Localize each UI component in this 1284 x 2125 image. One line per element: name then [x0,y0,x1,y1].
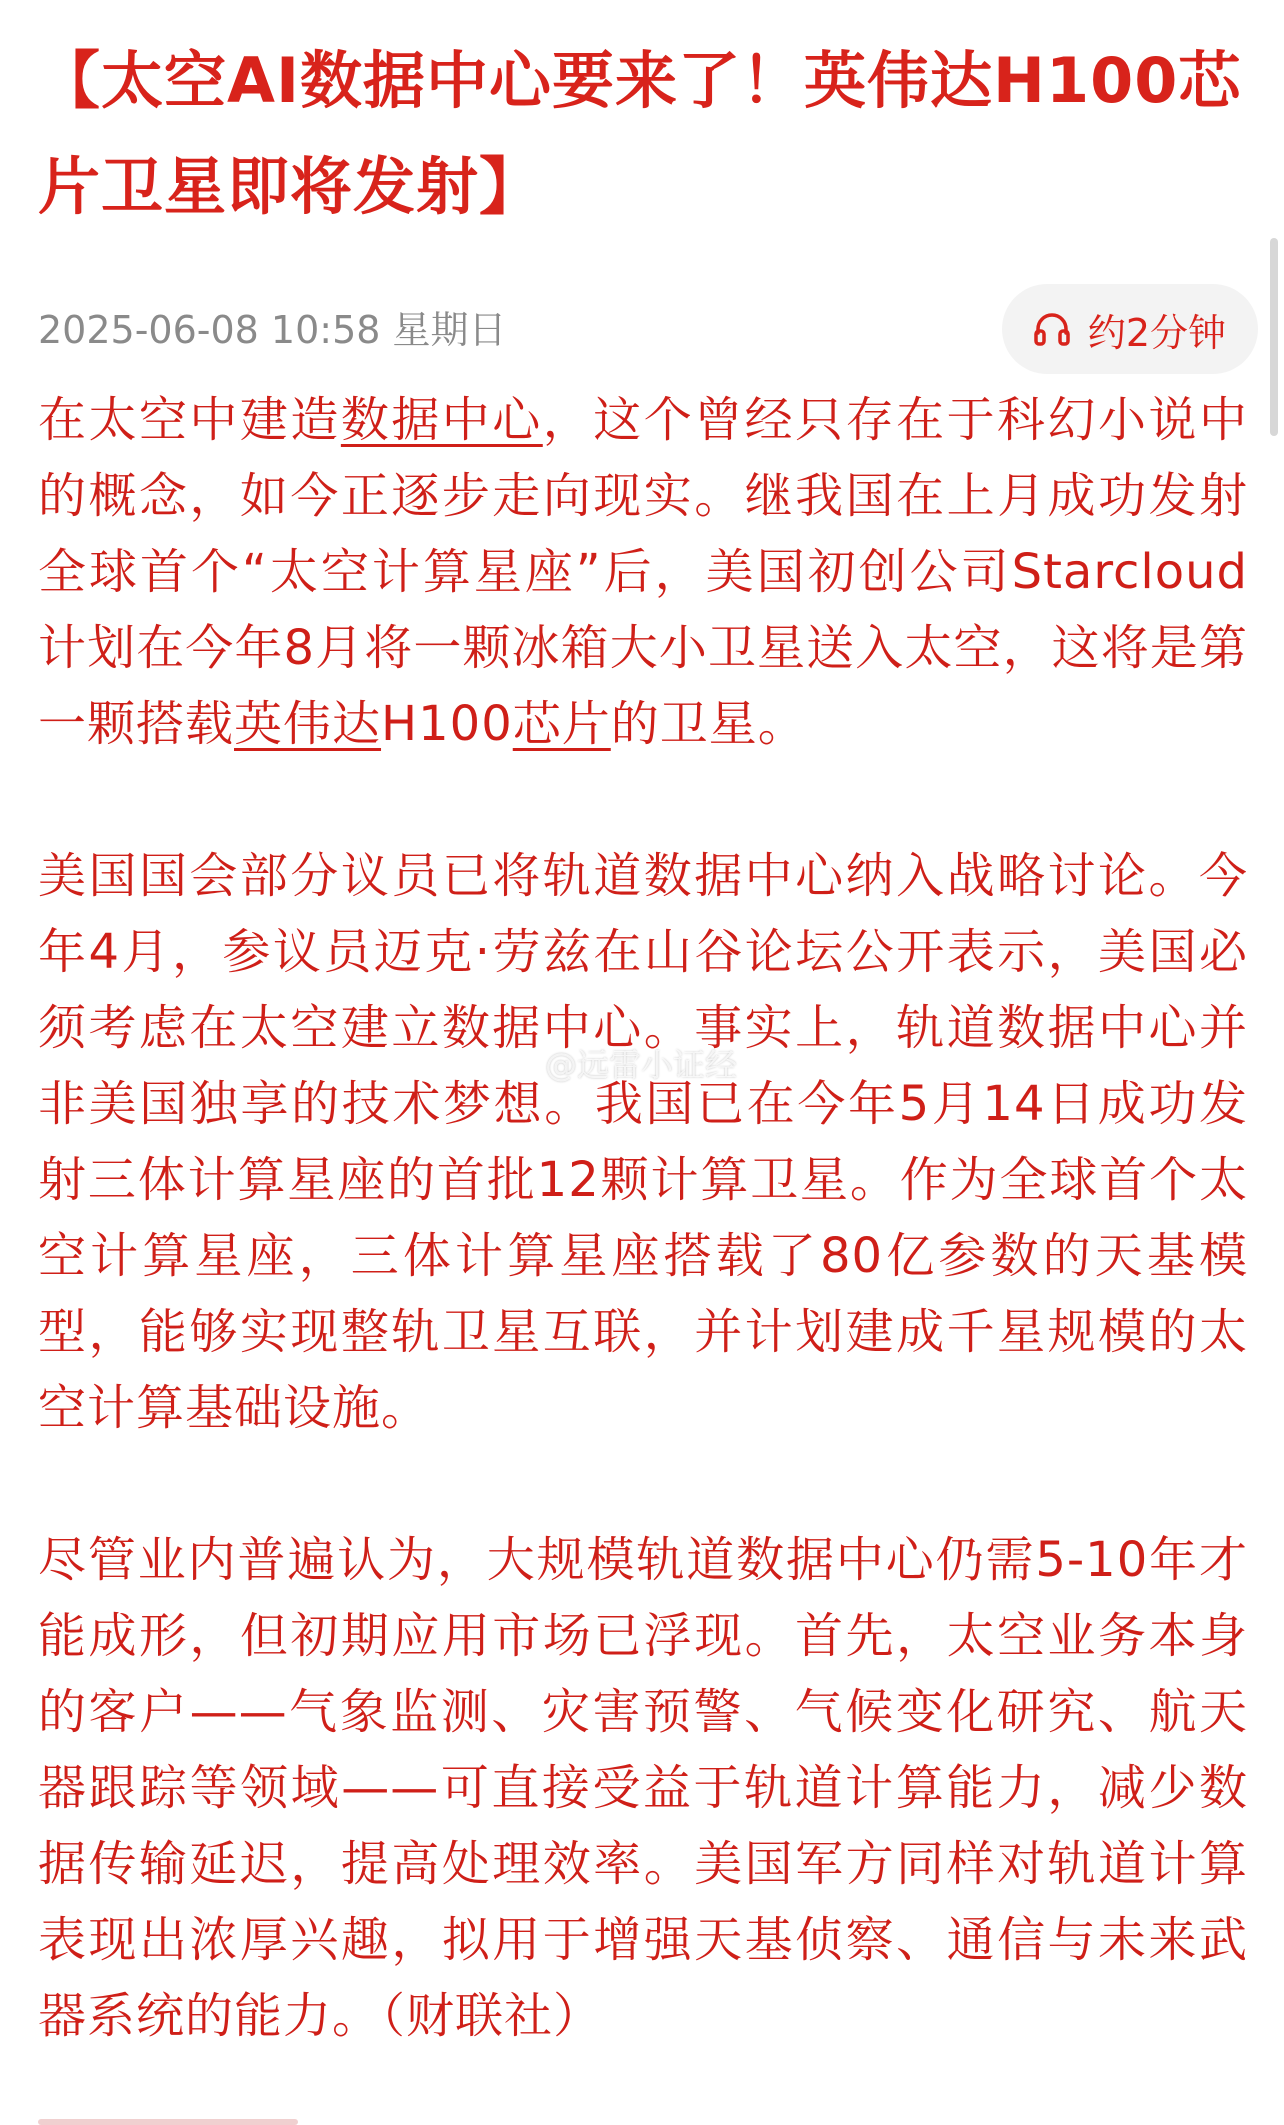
headphones-icon [1030,307,1074,351]
watermark: @远雷小证经 [545,1046,738,1084]
paragraph-1 [38,382,1248,762]
paragraph-1-text-1: 在太空中建造 [38,392,341,448]
paragraph-1-text-4: 的卫星。 [610,696,807,752]
article-meta [38,282,1248,382]
bottom-edge-bar [38,2119,298,2125]
scrollbar[interactable] [1270,238,1278,436]
link-nvidia[interactable]: 英伟达 [234,696,382,752]
listen-button[interactable] [1002,284,1258,374]
link-data-center[interactable]: 数据中心 [340,392,543,448]
publish-date: 2025-06-08 10:58 星期日 [38,308,507,352]
paragraph-2: 美国国会部分议员已将轨道数据中心纳入战略讨论。今年4月，参议员迈克·劳兹在山谷论坛公开表示，美国必须考虑在太空建立数据中心。事实上，轨道数据中心并非美国独享的技术梦想。我国已在今年5月14日成功发射三体计算星座的首批12颗计算卫星。作为全球首个太空计算星座，三体计算星座搭载了80亿参数的天基模型，能够实现整轨卫星互联，并计划建成千星规模的太空计算基础设施。 [38,848,1248,1436]
listen-duration: 约2分钟 [1087,310,1226,355]
paragraph-1-text-3: H100 [381,696,513,752]
paragraph-3: 尽管业内普遍认为，大规模轨道数据中心仍需5-10年才能成形，但初期应用市场已浮现。首先，太空业务本身的客户——气象监测、灾害预警、气候变化研究、航天器跟踪等领域——可直接受益于轨道计算能力，减少数据传输延迟，提高处理效率。美国军方同样对轨道计算表现出浓厚兴趣，拟用于增强天基侦察、通信与未来武器系统的能力。（财联社） [38,1532,1248,2044]
article-title: 【太空AI数据中心要来了！英伟达H100芯片卫星即将发射】 [38,44,1242,223]
link-chip[interactable]: 芯片 [512,696,611,752]
paragraph-1-text-2: ，这个曾经只存在于科幻小说中的概念，如今正逐步走向现实。继我国在上月成功发射全球首个“太空计算星座”后，美国初创公司Starcloud计划在今年8月将一颗冰箱大小卫星送入太空，这将是第一颗搭载 [38,392,1248,752]
